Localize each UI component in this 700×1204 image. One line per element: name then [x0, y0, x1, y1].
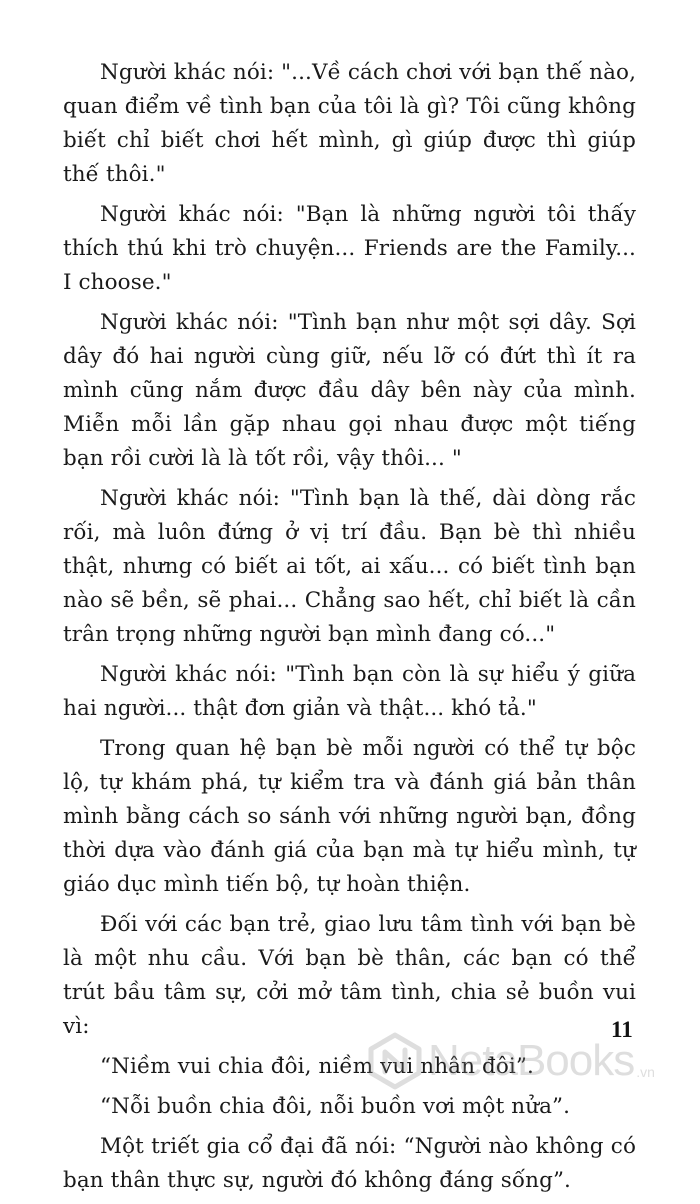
paragraph: Người khác nói: "...Về cách chơi với bạn thế nào, quan điểm về tình bạn của tôi là gì? Tôi cũng không biết chỉ biết chơi hết mình, gì giúp được thì giúp thế thôi." [63, 60, 636, 187]
paragraph: Người khác nói: "Tình bạn là thế, dài dòng rắc rối, mà luôn đứng ở vị trí đầu. Bạn bè thì nhiều thật, nhưng có biết ai tốt, ai xấu... có biết tình bạn nào sẽ bền, sẽ phai... Chẳng sao hết, chỉ biết là cần trân trọng những người bạn mình đang có..." [63, 486, 636, 647]
watermark-brand: NetaBooks [428, 1036, 635, 1085]
paragraph: Người khác nói: "Tình bạn như một sợi dây. Sợi dây đó hai người cùng giữ, nếu lỡ có đứt thì ít ra mình cũng nắm được đầu dây bên này của mình. Miễn mỗi lần gặp nhau gọi nhau được một tiếng bạn rồi cười là là tốt rồi, vậy thôi... " [63, 310, 636, 471]
netabooks-logo-icon [366, 1032, 424, 1090]
paragraph: Người khác nói: "Tình bạn còn là sự hiểu ý giữa hai người... thật đơn giản và thật... khó tả." [63, 662, 636, 721]
watermark-suffix: .vn [636, 1064, 655, 1080]
page-number: 11 [611, 1017, 633, 1042]
paragraph: Người khác nói: "Bạn là những người tôi thấy thích thú khi trò chuyện... Friends are the Family... I choose." [63, 202, 636, 295]
paragraph: “Niềm vui chia đôi, niềm vui nhân đôi”. [100, 1054, 534, 1079]
watermark [366, 1031, 655, 1091]
paragraph: “Nỗi buồn chia đôi, nỗi buồn vơi một nửa”. [100, 1094, 571, 1119]
paragraph: Đối với các bạn trẻ, giao lưu tâm tình với bạn bè là một nhu cầu. Với bạn bè thân, các bạn có thể trút bầu tâm sự, cởi mở tâm tình, chia sẻ buồn vui vì: [63, 912, 636, 1039]
paragraph: Trong quan hệ bạn bè mỗi người có thể tự bộc lộ, tự khám phá, tự kiểm tra và đánh giá bản thân mình bằng cách so sánh với những người bạn, đồng thời dựa vào đánh giá của bạn mà tự hiểu mình, tự giáo dục mình tiến bộ, tự hoàn thiện. [63, 736, 636, 897]
paragraph: Một triết gia cổ đại đã nói: “Người nào không có bạn thân thực sự, người đó không đáng sống”. [63, 1134, 636, 1193]
